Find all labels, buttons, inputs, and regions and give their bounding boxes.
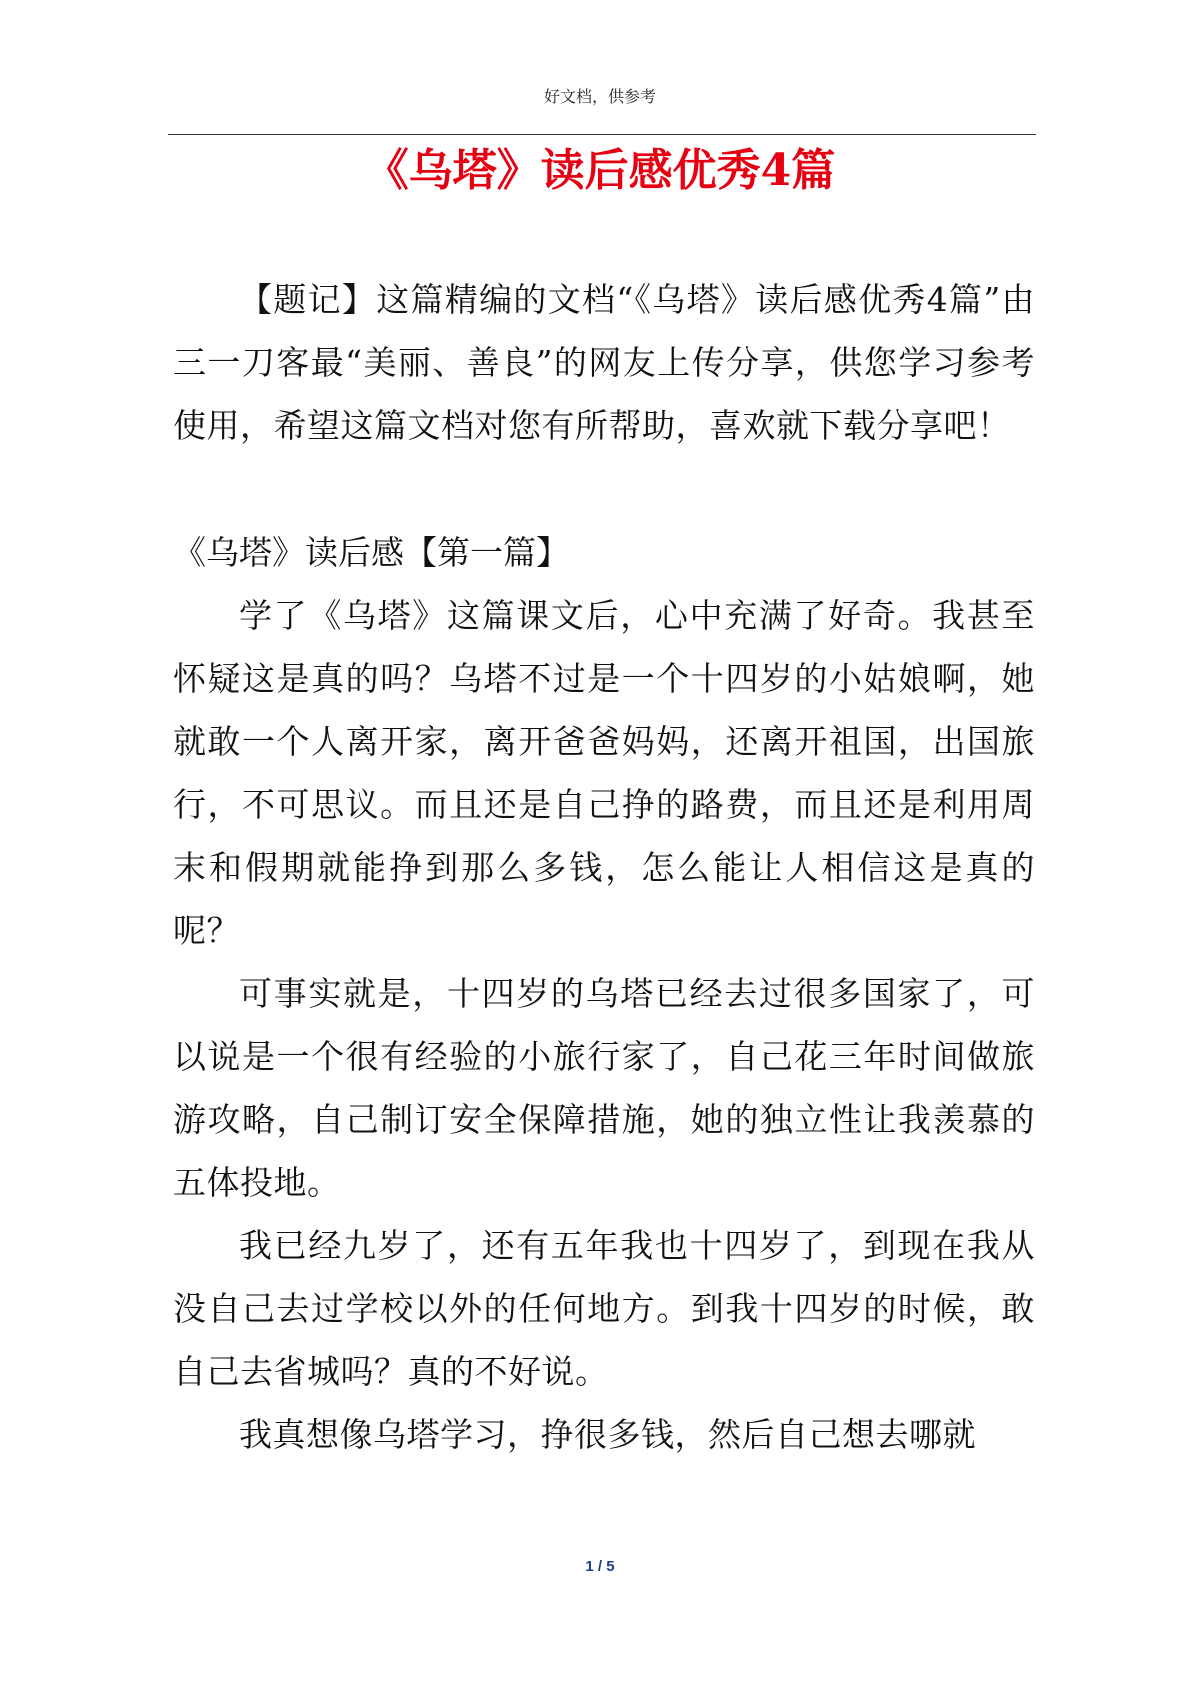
- page-number: 1 / 5: [585, 1558, 615, 1575]
- body-paragraph-3: 我已经九岁了，还有五年我也十四岁了，到现在我从没自己去过学校以外的任何地方。到我十四岁的时候，敢自己去省城吗？真的不好说。: [173, 1226, 1035, 1391]
- body-paragraph-2: 可事实就是，十四岁的乌塔已经去过很多国家了，可以说是一个很有经验的小旅行家了，自己花三年时间做旅游攻略，自己制订安全保障措施，她的独立性让我羡慕的五体投地。: [173, 974, 1035, 1202]
- section-heading: 《乌塔》读后感【第一篇】: [173, 533, 569, 572]
- body-paragraph-1: 学了《乌塔》这篇课文后，心中充满了好奇。我甚至怀疑这是真的吗？乌塔不过是一个十四岁的小姑娘啊，她就敢一个人离开家，离开爸爸妈妈，还离开祖国，出国旅行，不可思议。而且还是自己挣的路费，而且还是利用周末和假期就能挣到那么多钱，怎么能让人相信这是真的呢？: [173, 596, 1035, 950]
- document-body: [173, 268, 1035, 1466]
- document-title: 《乌塔》读后感优秀4篇: [364, 145, 836, 196]
- intro-paragraph: 【题记】这篇精编的文档“《乌塔》读后感优秀4篇”由三一刀客最“美丽、善良”的网友上传分享，供您学习参考使用，希望这篇文档对您有所帮助，喜欢就下载分享吧！: [173, 280, 1035, 445]
- header-divider: [168, 134, 1036, 135]
- body-paragraph-4: 我真想像乌塔学习，挣很多钱，然后自己想去哪就: [239, 1415, 976, 1454]
- page-header: 好文档，供参考: [543, 87, 656, 106]
